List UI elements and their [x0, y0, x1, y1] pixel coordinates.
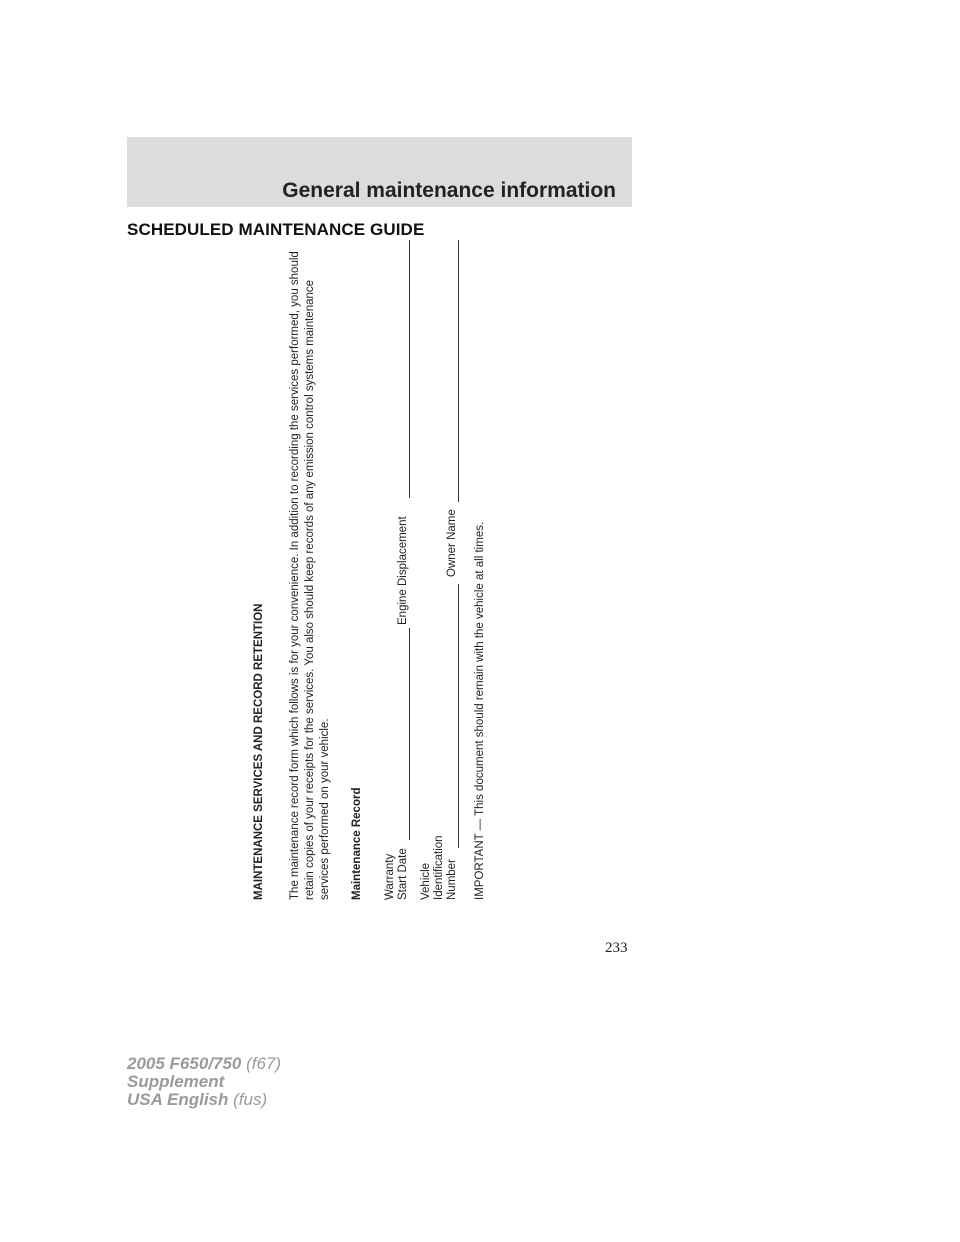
footer — [127, 1055, 281, 1109]
vin-label-vehicle: Vehicle — [420, 862, 432, 900]
vin-line[interactable] — [458, 584, 459, 848]
paragraph-line: The maintenance record form which follows is for your convenience. In addition to recording the services performed, you should — [289, 251, 301, 900]
form-heading: MAINTENANCE SERVICES AND RECORD RETENTION — [253, 603, 265, 900]
footer-model-code: (f67) — [241, 1054, 282, 1073]
maintenance-record-title: Maintenance Record — [351, 787, 363, 900]
owner-name-label: Owner Name — [446, 509, 458, 577]
start-date-label: Start Date — [397, 848, 409, 900]
warranty-start-date-line[interactable] — [409, 628, 410, 840]
engine-displacement-label: Engine Displacement — [397, 516, 409, 625]
important-note: IMPORTANT — This document should remain with the vehicle at all times. — [474, 521, 486, 900]
footer-model: 2005 F650/750 — [127, 1054, 242, 1073]
vin-label-identification: Identification — [433, 835, 445, 900]
paragraph-line: retain copies of your receipts for the services. You also should keep records of any emission control systems maintenance — [304, 279, 316, 900]
footer-language-code: (fus) — [228, 1090, 268, 1109]
footer-supplement: Supplement — [127, 1072, 225, 1091]
warranty-label: Warranty — [384, 853, 396, 900]
header-band — [127, 137, 632, 207]
page-number: 233 — [605, 940, 628, 956]
header-title: General maintenance information — [282, 179, 616, 202]
maintenance-record-form — [250, 240, 510, 900]
rotated-form-content — [250, 240, 510, 900]
paragraph-line: services performed on your vehicle. — [319, 718, 331, 900]
vin-label-number: Number — [446, 859, 458, 900]
owner-name-line[interactable] — [458, 240, 459, 502]
footer-language: USA English — [127, 1090, 229, 1109]
section-title: SCHEDULED MAINTENANCE GUIDE — [127, 220, 425, 239]
engine-displacement-line[interactable] — [409, 240, 410, 498]
form-paragraph — [288, 240, 333, 900]
